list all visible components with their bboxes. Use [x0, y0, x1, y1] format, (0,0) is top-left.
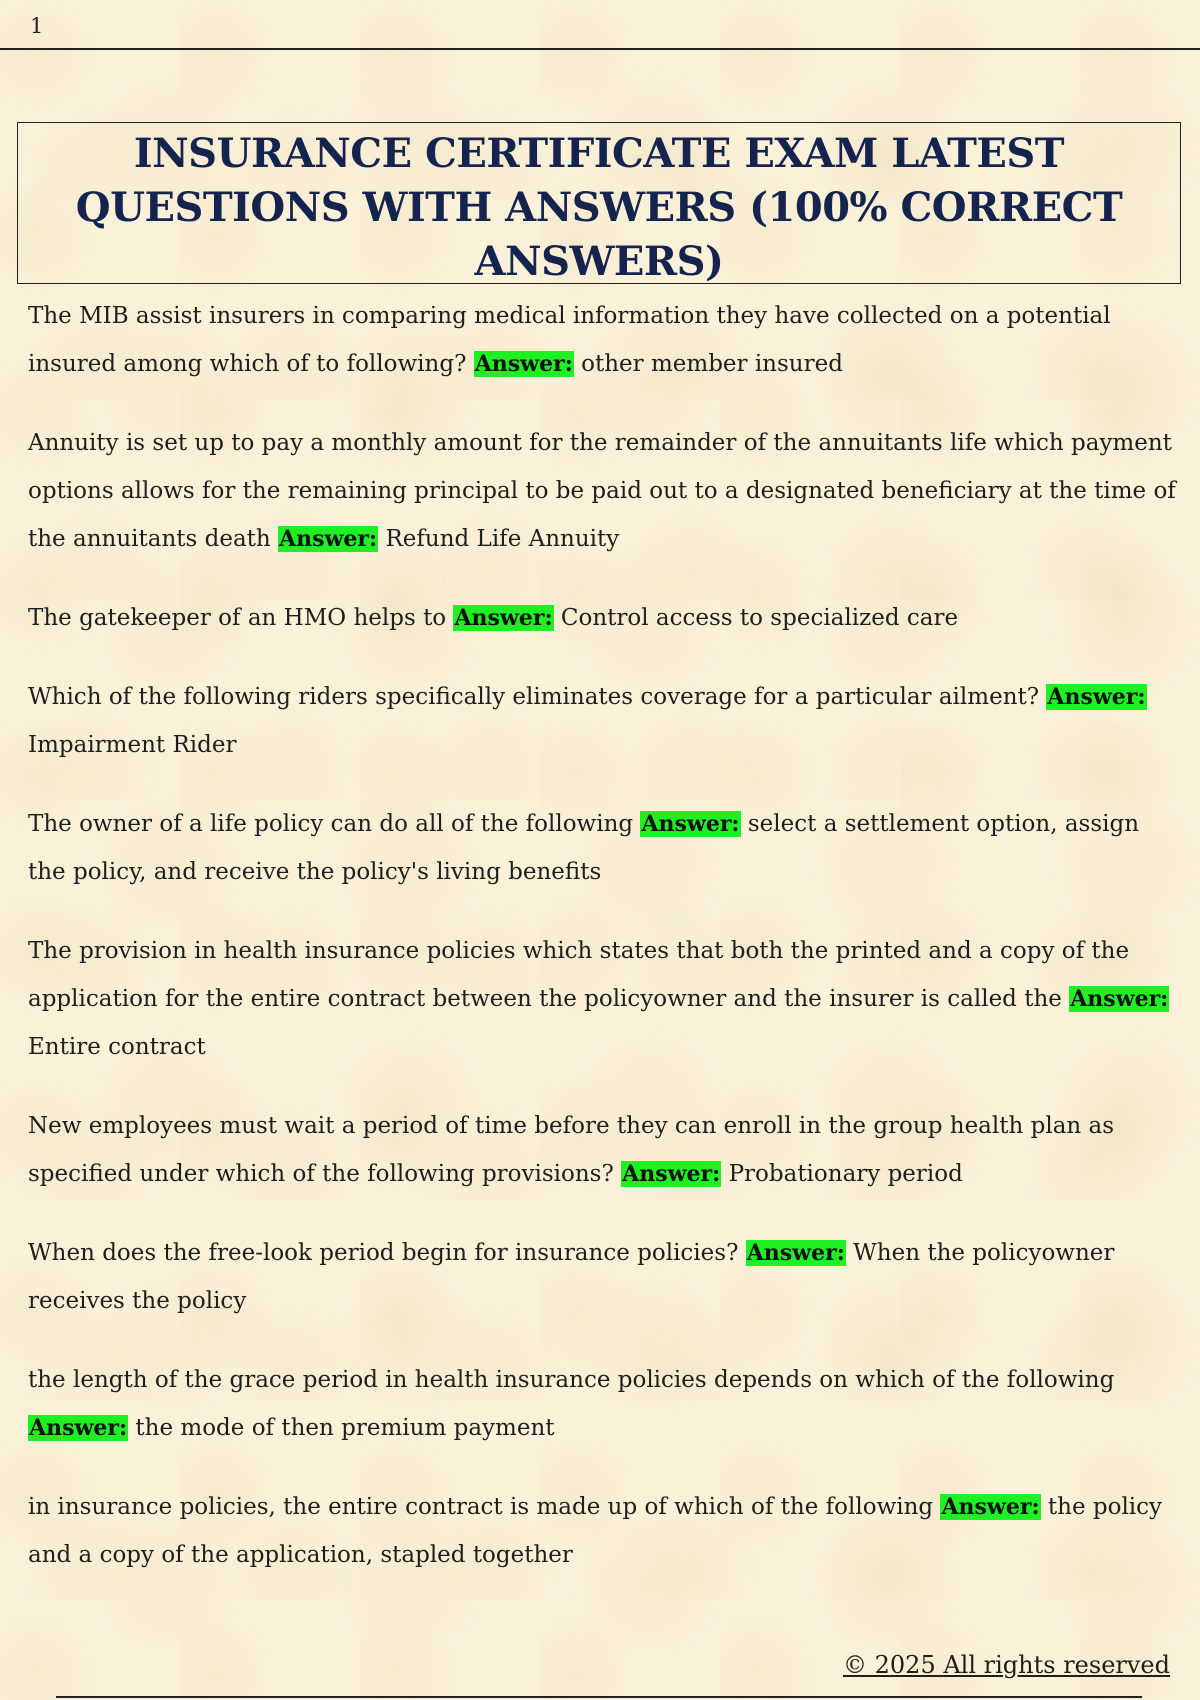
question-text: When does the free-look period begin for insurance policies? — [28, 1240, 739, 1266]
footer-divider — [56, 1696, 1142, 1698]
answer-text: When the policyowner receives the policy — [28, 1240, 1115, 1314]
question-text: in insurance policies, the entire contract is made up of which of the following — [28, 1494, 934, 1520]
answer-label: Answer: — [746, 1240, 845, 1266]
qa-item — [28, 594, 1178, 642]
answer-label: Answer: — [622, 1161, 721, 1187]
qa-item — [28, 673, 1178, 769]
header-divider — [0, 48, 1200, 50]
qa-item — [28, 927, 1178, 1071]
answer-label: Answer: — [641, 811, 740, 837]
title-box — [17, 122, 1181, 284]
answer-text: select a settlement option, assign the policy, and receive the policy's living benefits — [28, 811, 1140, 885]
question-text: Annuity is set up to pay a monthly amount for the remainder of the annuitants life which payment options allows for the remaining principal to be paid out to a designated beneficiary at the time of the annuitants death — [28, 430, 1176, 552]
footer-copyright: © 2025 All rights reserved — [843, 1651, 1170, 1679]
answer-label: Answer: — [1047, 684, 1146, 710]
qa-item — [28, 1356, 1178, 1452]
answer-label: Answer: — [29, 1415, 128, 1441]
question-text: Which of the following riders specifically eliminates coverage for a particular ailment? — [28, 684, 1040, 710]
answer-label: Answer: — [279, 526, 378, 552]
answer-text: Entire contract — [28, 1034, 206, 1060]
question-text: The provision in health insurance policies which states that both the printed and a copy of the application for the entire contract between the policyowner and the insurer is called the — [28, 938, 1130, 1012]
qa-item — [28, 292, 1178, 388]
answer-text: Refund Life Annuity — [385, 526, 620, 552]
qa-item — [28, 1483, 1178, 1579]
answer-label: Answer: — [941, 1494, 1040, 1520]
answer-text: Probationary period — [728, 1161, 963, 1187]
answer-label: Answer: — [474, 351, 573, 377]
question-text: New employees must wait a period of time before they can enroll in the group health plan as specified under which of the following provisions? — [28, 1113, 1115, 1187]
answer-text: the policy and a copy of the application, stapled together — [28, 1494, 1163, 1568]
answer-text: the mode of then premium payment — [135, 1415, 555, 1441]
answer-text: Control access to specialized care — [560, 605, 959, 631]
answer-label: Answer: — [454, 605, 553, 631]
qa-item — [28, 800, 1178, 896]
question-text: The MIB assist insurers in comparing medical information they have collected on a potential insured among which of to following? — [28, 303, 1111, 377]
qa-item — [28, 1229, 1178, 1325]
qa-item — [28, 419, 1178, 563]
answer-text: Impairment Rider — [28, 732, 237, 758]
question-text: The owner of a life policy can do all of the following — [28, 811, 634, 837]
answer-label: Answer: — [1070, 986, 1169, 1012]
answer-text: other member insured — [581, 351, 843, 377]
question-text: the length of the grace period in health insurance policies depends on which of the following — [28, 1367, 1115, 1393]
page-number: 1 — [30, 14, 44, 38]
qa-list — [28, 292, 1178, 1610]
question-text: The gatekeeper of an HMO helps to — [28, 605, 447, 631]
qa-item — [28, 1102, 1178, 1198]
document-title: INSURANCE CERTIFICATE EXAM LATEST QUESTIONS WITH ANSWERS (100% CORRECT ANSWERS) — [75, 130, 1123, 285]
